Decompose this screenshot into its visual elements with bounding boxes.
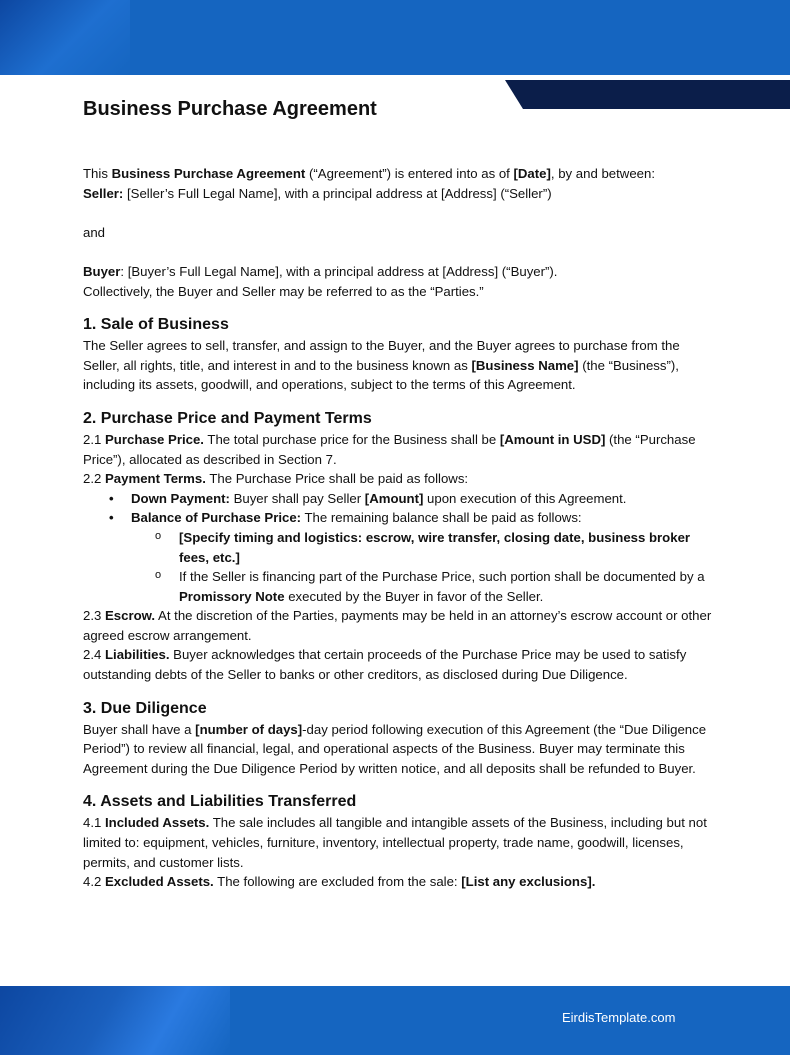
footer-website: EirdisTemplate.com <box>562 1010 676 1025</box>
list-item: o [Specify timing and logistics: escrow, wire transfer, closing date, business broker fees, etc.] <box>83 528 713 567</box>
section-3 <box>83 698 713 779</box>
payment-list <box>83 489 713 528</box>
clause-4-2: 4.2 Excluded Assets. The following are excluded from the sale: [List any exclusions]. <box>83 874 596 890</box>
section-text: Buyer shall have a [number of days]-day period following execution of this Agreement (the “Due Diligence Period”) to review all financial, legal, and operational aspects of the Business. Buyer may terminate this Agreement during the Due Diligence Period by written notice, and all deposits shall be refunded to Buyer. <box>83 721 707 776</box>
section-1 <box>83 314 713 395</box>
list-item: • Down Payment: Buyer shall pay Seller [Amount] upon execution of this Agreement. <box>83 489 713 509</box>
collectively-line: Collectively, the Buyer and Seller may be referred to as the “Parties.” <box>83 283 484 299</box>
buyer-line: Buyer: [Buyer’s Full Legal Name], with a principal address at [Address] (“Buyer”). <box>83 263 558 279</box>
intro-paragraph: This Business Purchase Agreement (“Agreement”) is entered into as of [Date], by and between: <box>83 166 655 181</box>
section-heading: 3. Due Diligence <box>83 699 207 717</box>
section-heading: 2. Purchase Price and Payment Terms <box>83 409 372 427</box>
section-heading: 1. Sale of Business <box>83 316 229 334</box>
header-accent <box>0 0 130 75</box>
list-item: o If the Seller is financing part of the Purchase Price, such portion shall be documented by a Promissory Note executed by the Buyer in favor of the Seller. <box>83 567 713 606</box>
clause-4-1: 4.1 Included Assets. The sale includes all tangible and intangible assets of the Business, including but not limited to: equipment, vehicles, furniture, inventory, intellectual property, trade name, goodwill, licenses, permits, and customer lists. <box>83 815 707 870</box>
clause-2-4: 2.4 Liabilities. Buyer acknowledges that certain proceeds of the Purchase Price may be used to satisfy outstanding debts of the Seller to banks or other creditors, as disclosed during Due Diligence. <box>83 647 687 683</box>
seller-line: Seller: [Seller’s Full Legal Name], with a principal address at [Address] (“Seller”) <box>83 185 552 201</box>
and-line: and <box>83 224 106 240</box>
document-body <box>83 96 713 892</box>
clause-2-1: 2.1 Purchase Price. The total purchase price for the Business shall be [Amount in USD] (the “Purchase Price”), allocated as described in Section 7. <box>83 431 696 467</box>
footer-accent <box>0 986 230 1055</box>
list-item: • Balance of Purchase Price: The remaining balance shall be paid as follows: <box>83 508 713 528</box>
section-2 <box>83 408 713 685</box>
clause-2-2: 2.2 Payment Terms. The Purchase Price shall be paid as follows: <box>83 471 469 487</box>
section-4 <box>83 791 713 891</box>
page-title: Business Purchase Agreement <box>83 98 377 120</box>
section-text: The Seller agrees to sell, transfer, and assign to the Buyer, and the Buyer agrees to purchase from the Seller, all rights, title, and interest in and to the business known as [Business Name] (the “Business”), including its assets, goodwill, and operations, subject to the terms of this Agreement. <box>83 338 680 393</box>
balance-sublist <box>83 528 713 606</box>
section-heading: 4. Assets and Liabilities Transferred <box>83 793 357 811</box>
clause-2-3: 2.3 Escrow. At the discretion of the Parties, payments may be held in an attorney’s escrow account or other agreed escrow arrangement. <box>83 608 712 643</box>
